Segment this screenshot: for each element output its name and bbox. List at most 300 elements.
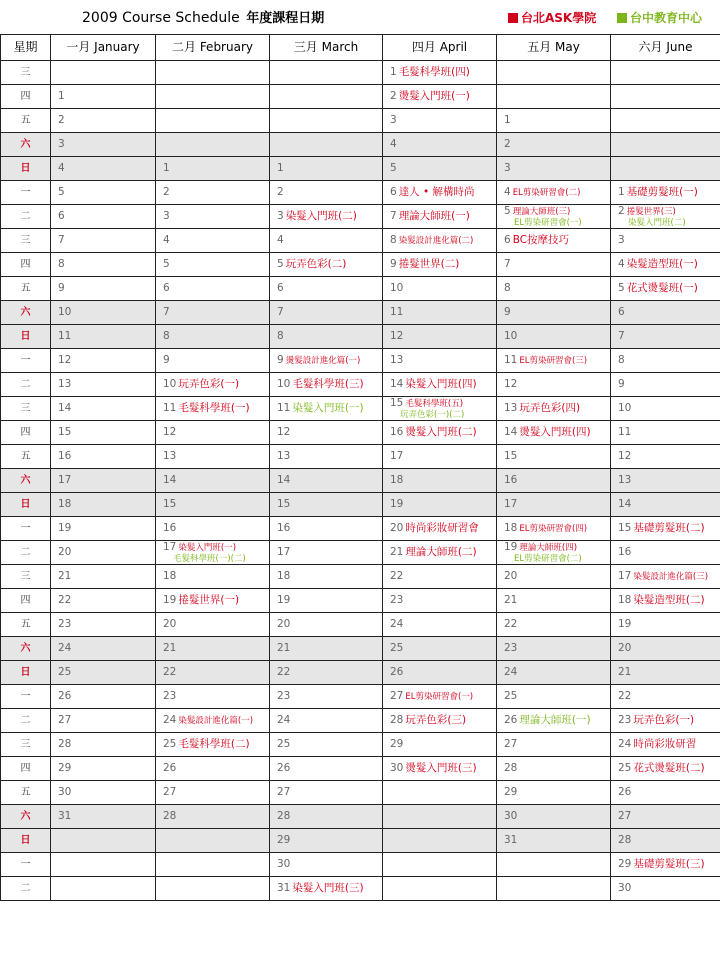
day-cell xyxy=(156,133,270,157)
day-number: 15 xyxy=(618,522,632,534)
weekday-cell: 三 xyxy=(1,397,51,421)
day-number: 11 xyxy=(163,402,177,414)
day-cell xyxy=(156,493,270,517)
day-cell xyxy=(383,853,497,877)
day-number: 8 xyxy=(58,258,65,270)
day-number: 13 xyxy=(390,354,404,366)
course-event: 染髮設計進化篇(一) xyxy=(178,715,254,726)
course-event: 染髮入門班(二) xyxy=(285,210,357,222)
day-number: 13 xyxy=(504,402,518,414)
day-number: 20 xyxy=(390,522,404,534)
day-cell xyxy=(383,181,497,205)
day-cell xyxy=(51,229,156,253)
day-number: 3 xyxy=(504,162,511,174)
day-number: 29 xyxy=(277,834,291,846)
day-cell xyxy=(497,61,611,85)
day-cell xyxy=(51,181,156,205)
day-cell xyxy=(383,61,497,85)
course-event: BC按摩技巧 xyxy=(512,234,570,246)
day-number: 16 xyxy=(618,546,632,558)
day-cell xyxy=(383,133,497,157)
day-cell xyxy=(156,589,270,613)
day-cell xyxy=(270,373,383,397)
weekday-cell: 五 xyxy=(1,781,51,805)
day-number: 17 xyxy=(277,546,291,558)
day-cell xyxy=(497,301,611,325)
weekday-cell: 二 xyxy=(1,709,51,733)
day-cell xyxy=(611,253,720,277)
day-number: 27 xyxy=(618,810,632,822)
day-cell xyxy=(51,85,156,109)
day-number: 5 xyxy=(163,258,170,270)
table-row xyxy=(1,829,720,853)
day-number: 29 xyxy=(390,738,404,750)
course-event: 理論大師班(二) xyxy=(405,546,477,558)
day-cell xyxy=(611,661,720,685)
day-cell xyxy=(497,733,611,757)
day-cell xyxy=(611,541,720,565)
schedule-table xyxy=(0,34,720,901)
day-cell xyxy=(497,613,611,637)
day-number: 12 xyxy=(163,426,177,438)
day-number: 11 xyxy=(58,330,72,342)
title-sub: 年度課程日期 xyxy=(246,11,325,26)
day-number: 12 xyxy=(504,378,518,390)
day-cell xyxy=(51,589,156,613)
day-cell xyxy=(51,805,156,829)
day-cell xyxy=(156,757,270,781)
day-number: 11 xyxy=(277,402,291,414)
day-cell xyxy=(497,805,611,829)
day-number: 7 xyxy=(618,330,625,342)
day-cell xyxy=(383,349,497,373)
day-cell xyxy=(497,181,611,205)
day-cell xyxy=(497,829,611,853)
course-event: 燙髮入門班(四) xyxy=(519,426,591,438)
day-number: 21 xyxy=(390,546,404,558)
day-cell xyxy=(383,397,497,421)
day-cell xyxy=(383,877,497,901)
day-cell xyxy=(270,301,383,325)
weekday-cell: 三 xyxy=(1,229,51,253)
day-number: 21 xyxy=(163,642,177,654)
schedule-body xyxy=(1,61,720,901)
course-event: 玩弄色彩(一) xyxy=(178,378,240,390)
day-number: 19 xyxy=(163,594,177,606)
day-cell xyxy=(383,205,497,229)
day-cell xyxy=(156,565,270,589)
day-cell xyxy=(156,853,270,877)
day-number: 1 xyxy=(390,66,397,78)
day-cell xyxy=(51,517,156,541)
day-cell xyxy=(383,613,497,637)
table-row xyxy=(1,733,720,757)
table-row xyxy=(1,805,720,829)
course-event-secondary: 毛髮科學班(一)(二) xyxy=(173,553,246,564)
col-header-february: 二月 February xyxy=(156,35,270,61)
day-cell xyxy=(611,85,720,109)
day-number: 25 xyxy=(58,666,72,678)
day-cell xyxy=(383,109,497,133)
title-main: 2009 Course Schedule xyxy=(82,10,240,26)
table-row xyxy=(1,445,720,469)
day-cell xyxy=(611,805,720,829)
day-cell xyxy=(611,133,720,157)
day-number: 26 xyxy=(163,762,177,774)
weekday-cell: 六 xyxy=(1,301,51,325)
day-number: 4 xyxy=(163,234,170,246)
day-cell xyxy=(383,565,497,589)
day-cell xyxy=(51,829,156,853)
day-cell xyxy=(611,421,720,445)
day-cell xyxy=(497,133,611,157)
day-cell xyxy=(270,733,383,757)
day-cell xyxy=(270,469,383,493)
day-cell xyxy=(611,877,720,901)
weekday-cell: 五 xyxy=(1,445,51,469)
day-number: 8 xyxy=(163,330,170,342)
day-cell xyxy=(611,469,720,493)
day-number: 4 xyxy=(277,234,284,246)
course-event: 花式燙髮班(一) xyxy=(626,282,698,294)
day-cell xyxy=(383,301,497,325)
day-number: 6 xyxy=(163,282,170,294)
day-cell xyxy=(383,661,497,685)
day-number: 9 xyxy=(390,258,397,270)
day-cell xyxy=(156,637,270,661)
weekday-cell: 四 xyxy=(1,421,51,445)
table-row xyxy=(1,517,720,541)
course-event: 捲髮世界(一) xyxy=(178,594,240,606)
course-event: 理論大師班(四) xyxy=(519,542,578,553)
day-number: 30 xyxy=(618,882,632,894)
day-cell xyxy=(270,493,383,517)
weekday-cell: 五 xyxy=(1,277,51,301)
day-cell xyxy=(497,781,611,805)
page-title xyxy=(82,7,324,26)
day-number: 16 xyxy=(504,474,518,486)
day-cell xyxy=(611,325,720,349)
day-cell xyxy=(611,733,720,757)
course-event: 毛髮科學班(五) xyxy=(405,398,464,409)
day-number: 15 xyxy=(390,396,404,409)
course-event: 毛髮科學班(三) xyxy=(292,378,364,390)
day-cell xyxy=(51,133,156,157)
day-number: 12 xyxy=(277,426,291,438)
day-cell xyxy=(497,397,611,421)
day-number: 9 xyxy=(504,306,511,318)
table-row xyxy=(1,61,720,85)
day-cell xyxy=(270,133,383,157)
col-header-april: 四月 April xyxy=(383,35,497,61)
day-cell xyxy=(270,109,383,133)
table-row xyxy=(1,181,720,205)
day-number: 29 xyxy=(504,786,518,798)
day-number: 20 xyxy=(277,618,291,630)
day-cell xyxy=(611,517,720,541)
day-number: 14 xyxy=(277,474,291,486)
day-number: 8 xyxy=(277,330,284,342)
day-number: 7 xyxy=(58,234,65,246)
day-cell xyxy=(270,181,383,205)
day-number: 3 xyxy=(58,138,65,150)
day-cell xyxy=(497,637,611,661)
day-number: 25 xyxy=(390,642,404,654)
day-cell xyxy=(270,829,383,853)
day-cell xyxy=(270,157,383,181)
day-cell xyxy=(611,613,720,637)
day-cell xyxy=(497,85,611,109)
day-cell xyxy=(611,229,720,253)
day-number: 30 xyxy=(277,858,291,870)
day-number: 31 xyxy=(504,834,518,846)
weekday-cell: 四 xyxy=(1,757,51,781)
day-number: 14 xyxy=(58,402,72,414)
day-cell xyxy=(383,229,497,253)
day-number: 10 xyxy=(618,402,632,414)
day-cell xyxy=(156,469,270,493)
weekday-cell: 二 xyxy=(1,205,51,229)
day-cell xyxy=(270,637,383,661)
day-cell xyxy=(497,661,611,685)
day-cell xyxy=(156,157,270,181)
day-number: 26 xyxy=(618,786,632,798)
day-number: 17 xyxy=(163,540,177,553)
day-number: 1 xyxy=(277,162,284,174)
course-event: 時尚彩妝研習會 xyxy=(405,522,479,534)
day-cell xyxy=(156,781,270,805)
day-cell xyxy=(156,829,270,853)
day-number: 23 xyxy=(618,714,632,726)
day-number: 9 xyxy=(277,353,284,366)
day-cell xyxy=(156,205,270,229)
day-cell xyxy=(497,589,611,613)
weekday-cell: 日 xyxy=(1,829,51,853)
weekday-cell: 一 xyxy=(1,685,51,709)
day-cell xyxy=(156,277,270,301)
day-number: 3 xyxy=(163,210,170,222)
weekday-cell: 一 xyxy=(1,349,51,373)
day-cell xyxy=(156,349,270,373)
course-event: 達人 • 解構時尚 xyxy=(398,186,475,198)
day-number: 24 xyxy=(58,642,72,654)
day-cell xyxy=(51,613,156,637)
day-number: 8 xyxy=(618,354,625,366)
day-number: 7 xyxy=(504,258,511,270)
day-number: 5 xyxy=(277,258,284,270)
day-cell xyxy=(611,445,720,469)
day-number: 2 xyxy=(163,186,170,198)
day-number: 29 xyxy=(618,858,632,870)
day-cell xyxy=(51,157,156,181)
day-number: 19 xyxy=(277,594,291,606)
day-cell xyxy=(611,709,720,733)
day-number: 27 xyxy=(58,714,72,726)
day-number: 31 xyxy=(277,882,291,894)
day-number: 17 xyxy=(58,474,72,486)
weekday-cell: 四 xyxy=(1,253,51,277)
day-cell xyxy=(497,205,611,229)
day-number: 23 xyxy=(504,642,518,654)
weekday-cell: 二 xyxy=(1,541,51,565)
day-cell xyxy=(497,877,611,901)
day-cell xyxy=(51,565,156,589)
day-cell xyxy=(497,685,611,709)
day-cell xyxy=(51,685,156,709)
course-event: 染髮造型班(一) xyxy=(626,258,698,270)
day-cell xyxy=(51,637,156,661)
weekday-cell: 二 xyxy=(1,877,51,901)
day-cell xyxy=(611,757,720,781)
day-cell xyxy=(51,541,156,565)
day-cell xyxy=(270,877,383,901)
weekday-cell: 六 xyxy=(1,469,51,493)
day-cell xyxy=(270,541,383,565)
table-row xyxy=(1,349,720,373)
day-cell xyxy=(383,421,497,445)
day-number: 1 xyxy=(163,162,170,174)
day-cell xyxy=(497,349,611,373)
day-cell xyxy=(51,781,156,805)
day-cell xyxy=(270,685,383,709)
table-row xyxy=(1,421,720,445)
day-number: 13 xyxy=(277,450,291,462)
table-row xyxy=(1,661,720,685)
day-number: 15 xyxy=(58,426,72,438)
day-cell xyxy=(156,709,270,733)
day-cell xyxy=(270,613,383,637)
day-number: 22 xyxy=(277,666,291,678)
col-header-january: 一月 January xyxy=(51,35,156,61)
weekday-cell: 日 xyxy=(1,493,51,517)
day-number: 19 xyxy=(390,498,404,510)
day-cell xyxy=(497,709,611,733)
day-number: 2 xyxy=(504,138,511,150)
day-number: 1 xyxy=(618,186,625,198)
day-number: 22 xyxy=(618,690,632,702)
day-number: 19 xyxy=(58,522,72,534)
day-cell xyxy=(156,85,270,109)
day-number: 14 xyxy=(504,426,518,438)
day-number: 2 xyxy=(618,204,625,217)
course-event-secondary: 玩弄色彩(一)(二) xyxy=(400,409,465,420)
day-cell xyxy=(611,109,720,133)
day-number: 17 xyxy=(618,569,632,582)
day-cell xyxy=(383,589,497,613)
course-event: 毛髮科學班(四) xyxy=(398,66,470,78)
day-number: 11 xyxy=(504,353,518,366)
day-number: 18 xyxy=(504,521,518,534)
day-cell xyxy=(383,685,497,709)
day-cell xyxy=(156,517,270,541)
page-header xyxy=(0,0,720,34)
day-cell xyxy=(270,565,383,589)
day-number: 16 xyxy=(390,426,404,438)
day-cell xyxy=(270,445,383,469)
weekday-cell: 二 xyxy=(1,373,51,397)
table-row xyxy=(1,85,720,109)
day-cell xyxy=(156,805,270,829)
course-event: 時尚彩妝研習 xyxy=(633,738,697,750)
day-cell xyxy=(51,661,156,685)
day-number: 3 xyxy=(277,210,284,222)
day-number: 5 xyxy=(504,204,511,217)
course-event: EL剪染研習會(四) xyxy=(519,523,588,534)
day-number: 6 xyxy=(277,282,284,294)
day-number: 8 xyxy=(390,233,397,246)
table-row xyxy=(1,469,720,493)
day-cell xyxy=(156,541,270,565)
day-number: 4 xyxy=(618,258,625,270)
day-number: 28 xyxy=(390,714,404,726)
table-row xyxy=(1,613,720,637)
day-number: 15 xyxy=(163,498,177,510)
course-event: 染髮造型班(二) xyxy=(633,594,705,606)
day-number: 23 xyxy=(277,690,291,702)
day-number: 24 xyxy=(163,713,177,726)
day-cell xyxy=(497,421,611,445)
day-number: 14 xyxy=(163,474,177,486)
day-number: 5 xyxy=(58,186,65,198)
day-cell xyxy=(270,85,383,109)
day-number: 24 xyxy=(618,738,632,750)
day-number: 11 xyxy=(390,306,404,318)
day-cell xyxy=(497,517,611,541)
day-cell xyxy=(497,277,611,301)
day-cell xyxy=(383,757,497,781)
table-row xyxy=(1,205,720,229)
day-cell xyxy=(156,301,270,325)
day-cell xyxy=(383,277,497,301)
day-cell xyxy=(51,469,156,493)
day-cell xyxy=(383,709,497,733)
day-number: 15 xyxy=(277,498,291,510)
weekday-cell: 四 xyxy=(1,85,51,109)
day-cell xyxy=(270,421,383,445)
table-row xyxy=(1,565,720,589)
course-event-secondary: EL剪染研習會(一) xyxy=(514,217,582,228)
day-cell xyxy=(383,733,497,757)
day-cell xyxy=(270,253,383,277)
day-number: 6 xyxy=(58,210,65,222)
day-cell xyxy=(497,541,611,565)
table-row xyxy=(1,757,720,781)
day-cell xyxy=(611,685,720,709)
day-cell xyxy=(51,325,156,349)
table-row xyxy=(1,709,720,733)
day-number: 14 xyxy=(390,378,404,390)
day-number: 9 xyxy=(163,354,170,366)
col-header-march: 三月 March xyxy=(270,35,383,61)
course-event: 燙髮入門班(一) xyxy=(398,90,470,102)
day-number: 21 xyxy=(277,642,291,654)
course-event: 燙髮入門班(三) xyxy=(405,762,477,774)
table-row xyxy=(1,253,720,277)
day-number: 13 xyxy=(163,450,177,462)
day-cell xyxy=(51,421,156,445)
table-row xyxy=(1,397,720,421)
day-cell xyxy=(497,757,611,781)
weekday-cell: 五 xyxy=(1,613,51,637)
weekday-cell: 日 xyxy=(1,157,51,181)
weekday-cell: 一 xyxy=(1,853,51,877)
day-cell xyxy=(156,445,270,469)
course-event-secondary: EL剪染研習會(二) xyxy=(514,553,582,564)
day-number: 9 xyxy=(58,282,65,294)
day-number: 26 xyxy=(390,666,404,678)
day-cell xyxy=(611,61,720,85)
day-cell xyxy=(383,805,497,829)
